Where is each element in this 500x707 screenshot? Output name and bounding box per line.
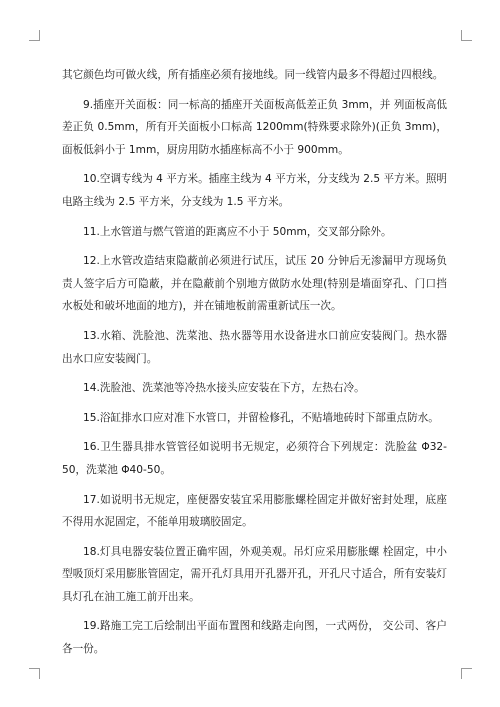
paragraph-item-10: 10.空调专线为 4 平方米。插座主线为 4 平方米，分支线为 2.5 平方米。照明电路主线为 2.5 平方米，分支线为 1.5 平方米。 (62, 173, 448, 208)
paragraph-item-15: 15.浴缸排水口应对准下水管口，并留检修孔，不贴墙地砖时下部重点防水。 (83, 411, 439, 424)
paragraph-continuation: 其它颜色均可做火线，所有插座必须有接地线。同一线管内最多不得超过四根线。 (62, 69, 444, 81)
paragraph-item-13: 13.水箱、洗脸池、洗菜池、热水器等用水设备进水口前应安装阀门。热水器出水口应安装阀门。 (62, 329, 447, 365)
paragraph-item-14: 14.洗脸池、洗菜池等冷热水接头应安装在下方，左热右冷。 (83, 382, 365, 395)
crop-mark-bottom-right (461, 668, 472, 679)
paragraph-item-18: 18.灯具电器安装位置正确牢固，外观美观。吊灯应采用膨胀螺 栓固定，中小型吸顶灯采用膨胀管固定，需开孔灯具用开孔器开孔，开孔尺寸适合，所有安装灯具灯孔在油工施工前开出来。 (62, 545, 447, 603)
crop-mark-bottom-left (29, 668, 40, 679)
paragraph-item-19: 19.路施工完工后绘制出平面布置图和线路走向图，一式两份， 交公司、客户各一份。 (62, 620, 447, 656)
crop-mark-top-left (29, 30, 40, 41)
paragraph-item-9: 9.插座开关面板：同一标高的插座开关面板高低差正负 3mm，并 列面板高低差正负 0.5mm，所有开关面板小口标高 1200mm(特殊要求除外)(正负 3mm)，面板低斜小于 1mm，厨房用防水插座标高不小于 900mm。 (62, 98, 447, 156)
paragraph-item-16: 16.卫生器具排水管管径如说明书无规定，必须符合下列规定：洗脸盆 Φ32-50，洗菜池 Φ40-50。 (62, 441, 447, 476)
paragraph-item-12: 12.上水管改造结束隐蔽前必须进行试压，试压 20 分钟后无渗漏甲方现场负责人签字后方可隐蔽，并在隐蔽前个别地方做防水处理(特别是墙面穿孔、门口挡水板处和破坏地面的地方)，并在铺地板前需重新试压一次。 (62, 255, 447, 313)
paragraph-item-11: 11.上水管道与燃气管道的距离应不小于 50mm，交叉部分除外。 (83, 225, 392, 238)
crop-mark-top-right (461, 30, 472, 41)
document-body (62, 64, 447, 668)
paragraph-item-17: 17.如说明书无规定，座便器安装宜采用膨胀螺栓固定并做好密封处理，底座不得用水泥固定，不能单用玻璃胶固定。 (62, 493, 447, 529)
